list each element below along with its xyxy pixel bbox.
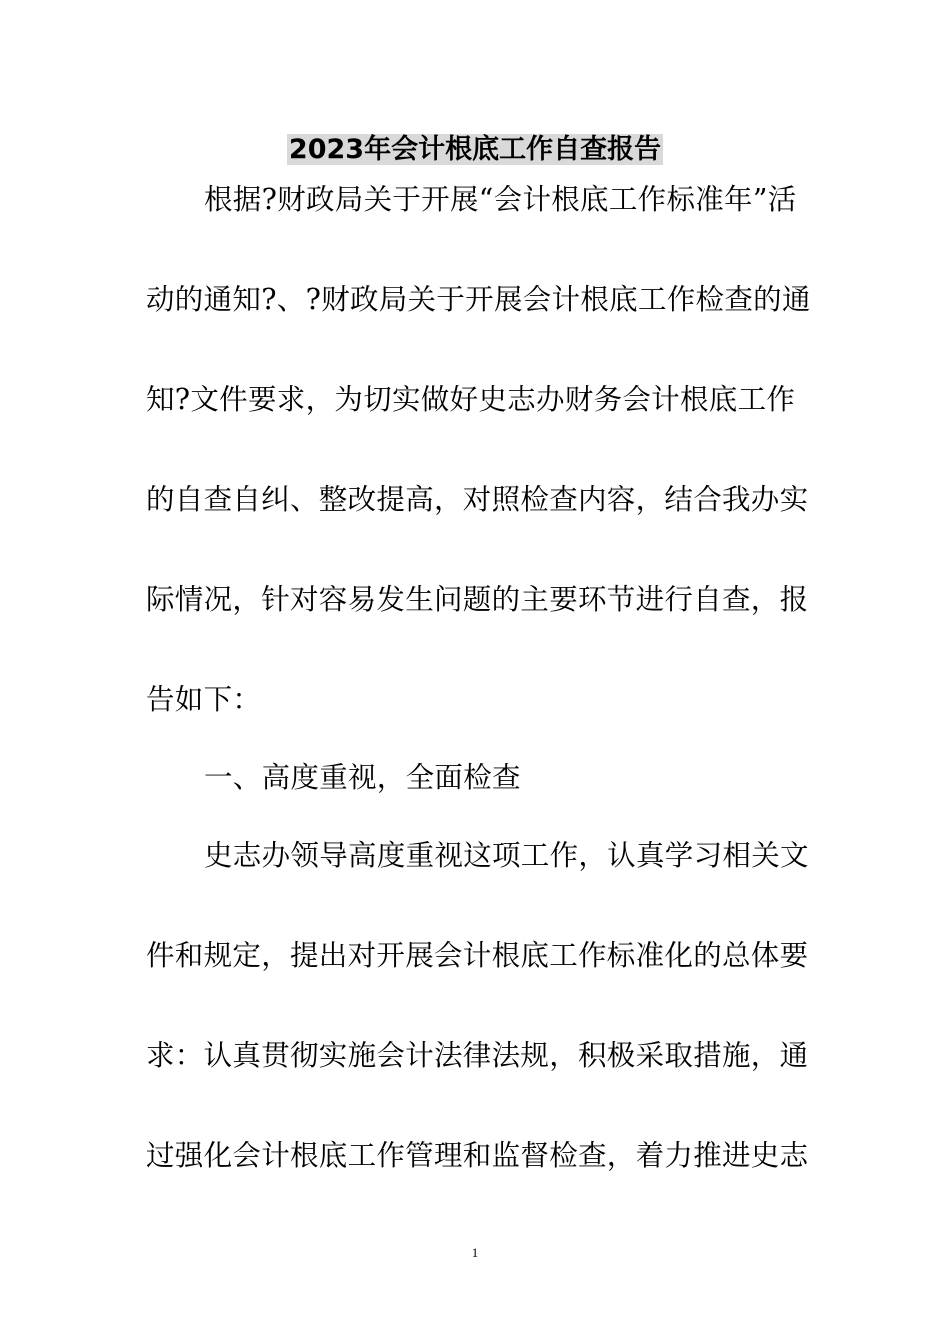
body-line-10: 过强化会计根底工作管理和监督检查，着力推进史志 [146, 1139, 809, 1172]
document-title-text: 2023年会计根底工作自查报告 [288, 134, 662, 165]
body-line-1: 根据?财政局关于开展“会计根底工作标准年”活 [204, 183, 797, 216]
body-line-4: 的自查自纠、整改提高，对照检查内容，结合我办实 [146, 483, 809, 516]
body-line-9: 求：认真贯彻实施会计法律法规，积极采取措施，通 [146, 1039, 809, 1072]
section-heading-1: 一、高度重视，全面检查 [204, 761, 521, 794]
body-line-6: 告如下： [146, 683, 262, 716]
body-line-3: 知?文件要求，为切实做好史志办财务会计根底工作 [146, 383, 796, 416]
page-number: 1 [471, 1245, 479, 1260]
body-line-7: 史志办领导高度重视这项工作，认真学习相关文 [204, 839, 809, 872]
body-line-5: 际情况，针对容易发生问题的主要环节进行自查，报 [146, 583, 809, 616]
body-line-2: 动的通知?、?财政局关于开展会计根底工作检查的通 [146, 283, 811, 316]
document-title [0, 130, 950, 170]
body-line-8: 件和规定，提出对开展会计根底工作标准化的总体要 [146, 939, 809, 972]
